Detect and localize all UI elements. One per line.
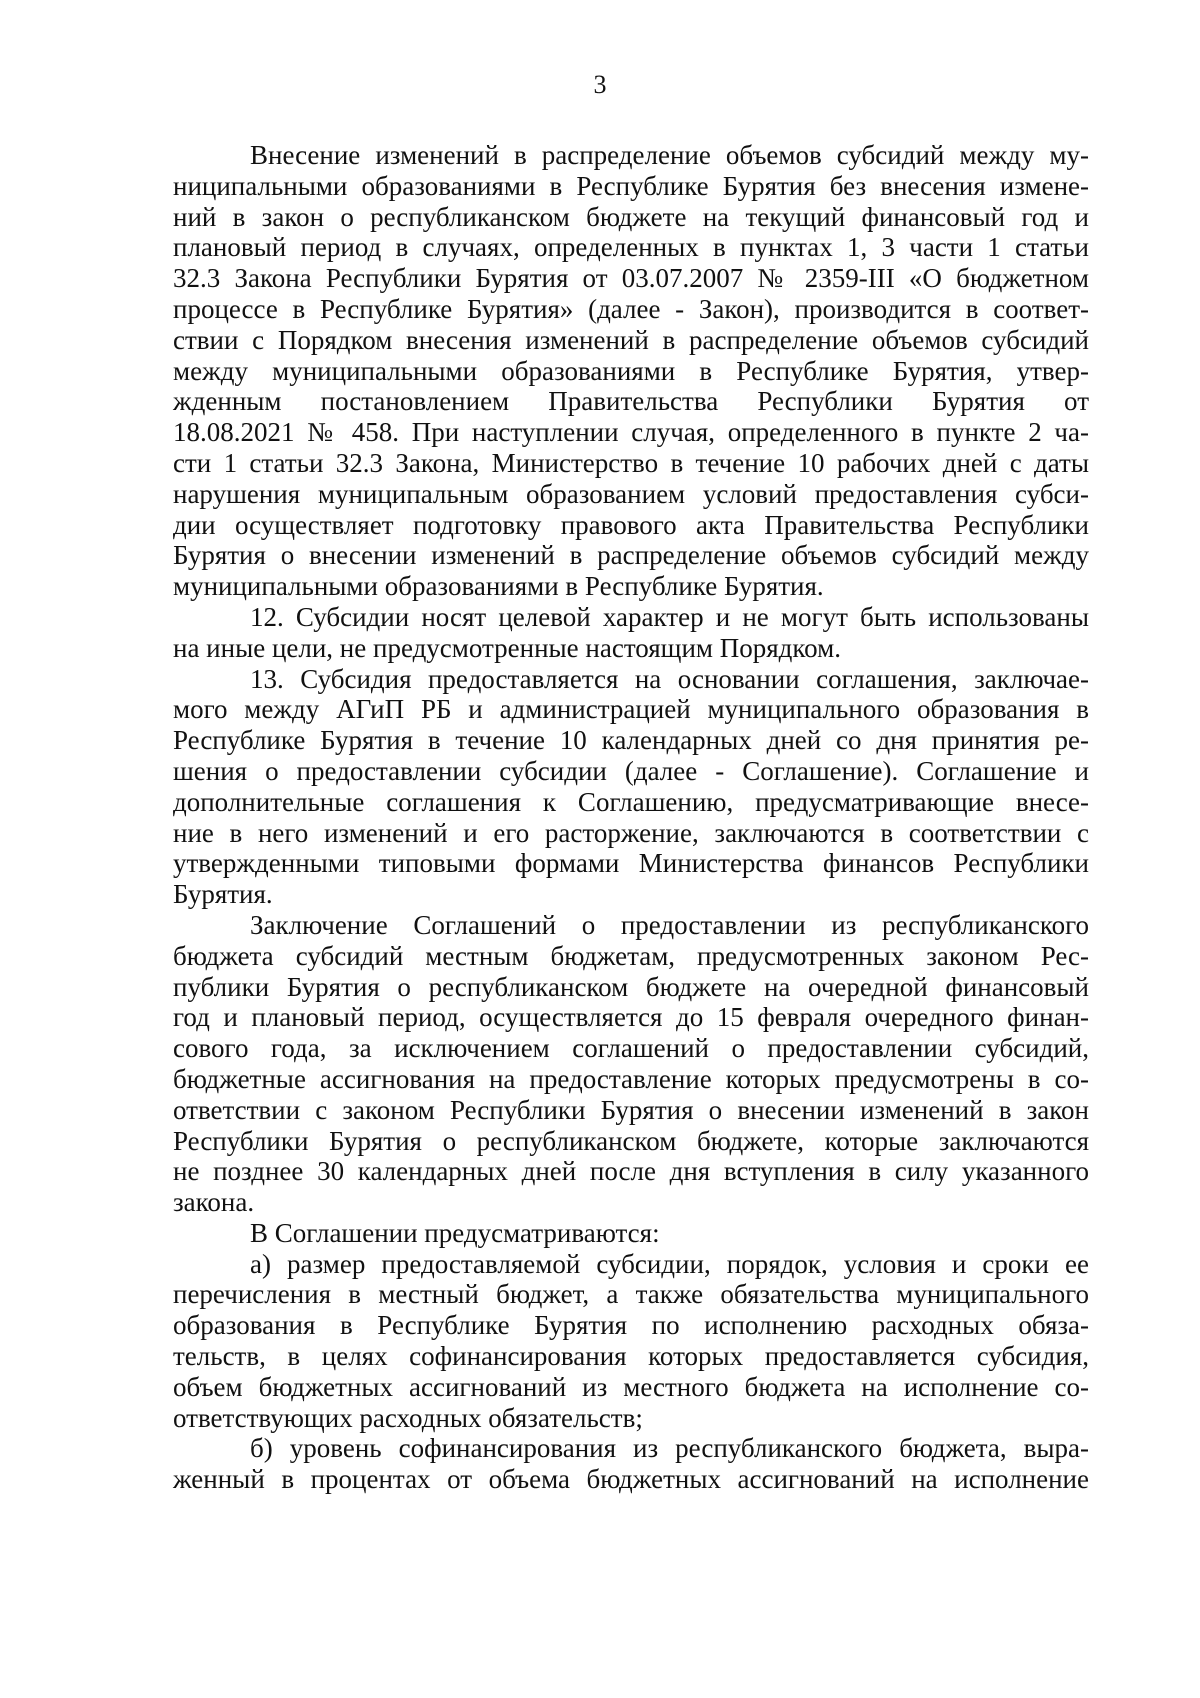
text-line: Заключение Соглашений о предоставлении из республиканского — [250, 909, 1089, 940]
paragraph — [173, 140, 1089, 602]
text-line: мого между АГиП РБ и администрацией муниципального образования в — [173, 694, 1089, 725]
text-line: ствии с Порядком внесения изменений в распределение объемов субсидий — [173, 324, 1089, 355]
text-line: 13. Субсидия предоставляется на основании соглашения, заключае- — [250, 663, 1089, 694]
text-line: женный в процентах от объема бюджетных ассигнований на исполнение — [173, 1464, 1089, 1495]
text-line: ответствующих расходных обязательств; — [173, 1402, 643, 1433]
text-line: между муниципальными образованиями в Республике Бурятия, утвер- — [173, 355, 1089, 386]
text-line: шения о предоставлении субсидии (далее - Соглашение). Соглашение и — [173, 755, 1089, 786]
text-line: на иные цели, не предусмотренные настоящим Порядком. — [173, 632, 841, 663]
text-line: не позднее 30 календарных дней после дня вступления в силу указанного — [173, 1156, 1089, 1187]
text-line: ответствии с законом Республики Бурятия о внесении изменений в закон — [173, 1094, 1089, 1125]
text-line: Республике Бурятия в течение 10 календарных дней со дня принятия ре- — [173, 725, 1089, 756]
text-line: жденным постановлением Правительства Республики Бурятия от — [173, 386, 1089, 417]
text-line: год и плановый период, осуществляется до 15 февраля очередного финан- — [173, 1002, 1089, 1033]
text-line: б) уровень софинансирования из республиканского бюджета, выра- — [250, 1433, 1089, 1464]
text-line: процессе в Республике Бурятия» (далее - Закон), производится в соответ- — [173, 293, 1089, 324]
text-line: объем бюджетных ассигнований из местного бюджета на исполнение со- — [173, 1371, 1089, 1402]
paragraph — [173, 1249, 1089, 1434]
text-line: нарушения муниципальным образованием условий предоставления субси- — [173, 478, 1089, 509]
text-line: ний в закон о республиканском бюджете на текущий финансовый год и — [173, 201, 1089, 232]
page-number: 3 — [593, 70, 607, 99]
text-line: сти 1 статьи 32.3 Закона, Министерство в течение 10 рабочих дней с даты — [173, 447, 1089, 478]
text-line: 32.3 Закона Республики Бурятия от 03.07.2007 № 2359-III «О бюджетном — [173, 263, 1089, 294]
text-line: публики Бурятия о республиканском бюджете на очередной финансовый — [173, 971, 1089, 1002]
text-line: ние в него изменений и его расторжение, заключаются в соответствии с — [173, 817, 1089, 848]
text-line: 18.08.2021 № 458. При наступлении случая, определенного в пункте 2 ча- — [173, 417, 1089, 448]
text-line: сового года, за исключением соглашений о предоставлении субсидий, — [173, 1033, 1089, 1064]
paragraph — [173, 910, 1089, 1218]
text-line: перечисления в местный бюджет, а также обязательства муниципального — [173, 1279, 1089, 1310]
text-line: 12. Субсидии носят целевой характер и не могут быть использованы — [250, 601, 1089, 632]
text-line: утвержденными типовыми формами Министерства финансов Республики — [173, 848, 1089, 879]
text-line: плановый период в случаях, определенных в пунктах 1, 3 части 1 статьи — [173, 232, 1089, 263]
paragraph — [173, 664, 1089, 910]
paragraph — [173, 1218, 1089, 1249]
text-line: дии осуществляет подготовку правового акта Правительства Республики — [173, 509, 1089, 540]
document-body — [173, 140, 1089, 1495]
text-line: тельств, в целях софинансирования которых предоставляется субсидия, — [173, 1341, 1089, 1372]
text-line: закона. — [173, 1187, 255, 1218]
text-line: дополнительные соглашения к Соглашению, предусматривающие внесе- — [173, 786, 1089, 817]
text-line: а) размер предоставляемой субсидии, порядок, условия и сроки ее — [250, 1248, 1089, 1279]
text-line: образования в Республике Бурятия по исполнению расходных обяза- — [173, 1310, 1089, 1341]
text-line: бюджетные ассигнования на предоставление которых предусмотрены в со- — [173, 1063, 1089, 1094]
paragraph — [173, 1433, 1089, 1495]
text-line: Внесение изменений в распределение объемов субсидий между му- — [250, 140, 1089, 170]
text-line: ниципальными образованиями в Республике Бурятия без внесения измене- — [173, 170, 1089, 201]
text-line: Бурятия о внесении изменений в распределение объемов субсидий между — [173, 540, 1089, 571]
text-line: бюджета субсидий местным бюджетам, предусмотренных законом Рес- — [173, 940, 1089, 971]
text-line: Бурятия. — [173, 879, 273, 910]
text-line: муниципальными образованиями в Республике Бурятия. — [173, 571, 824, 602]
text-line: Республики Бурятия о республиканском бюджете, которые заключаются — [173, 1125, 1089, 1156]
text-line: В Соглашении предусматриваются: — [250, 1217, 660, 1248]
paragraph — [173, 602, 1089, 664]
